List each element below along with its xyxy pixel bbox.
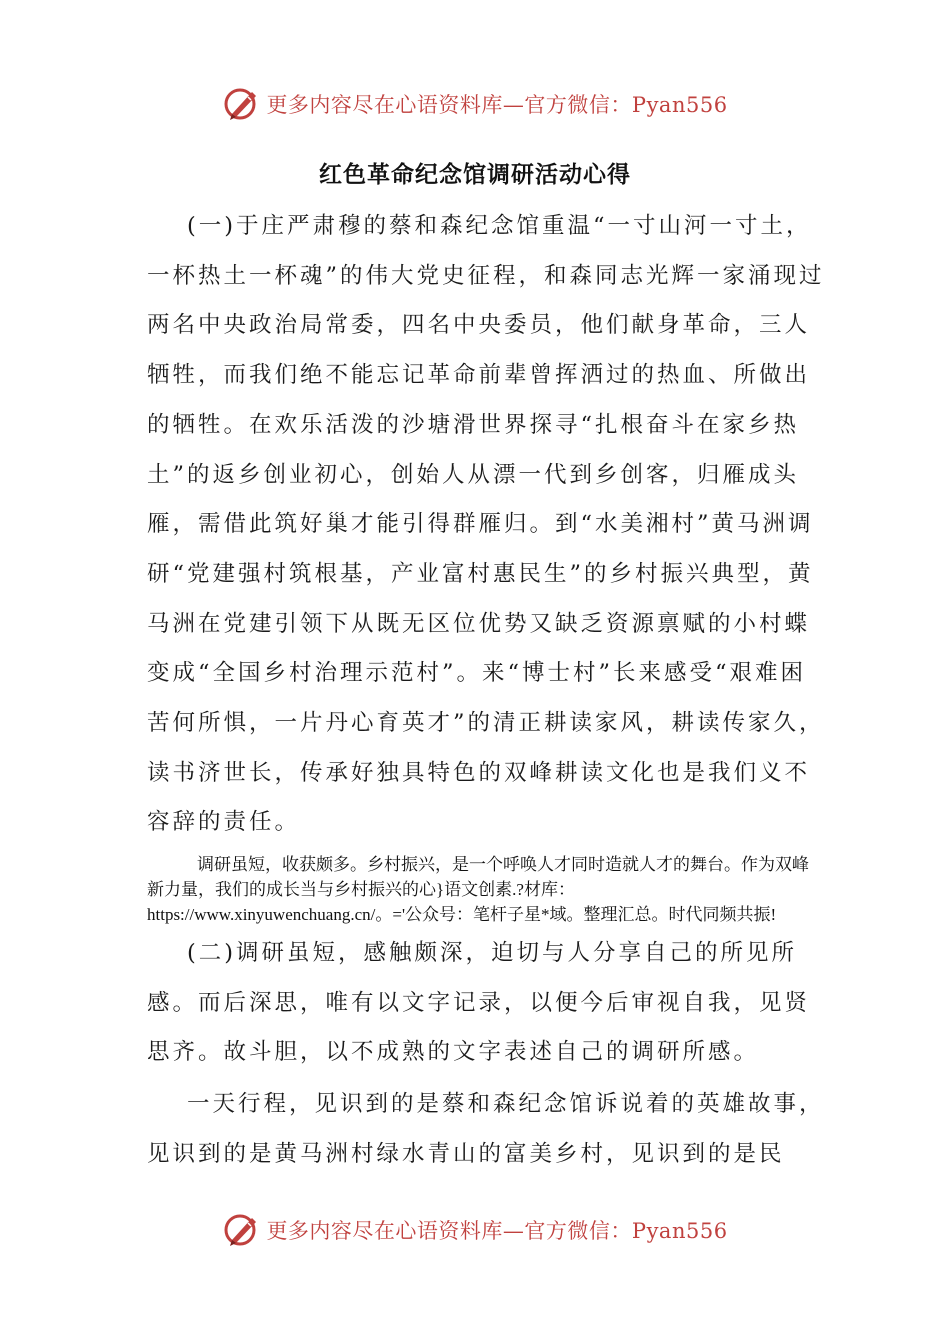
paragraph-block-3	[147, 1080, 827, 1179]
banner-text: 更多内容尽在心语资料库—官方微信：Pyan556	[266, 93, 728, 117]
paragraph-block-2	[147, 929, 827, 1078]
small-paragraph: 调研虽短，收获颇多。乡村振兴，是一个呼唤人才同时造就人才的舞台。作为双峰新力量，我们的成长当与乡村振兴的心}语文创素.?材库：https://www.xinyuwenchuang.cn/。='公众号：笔杆子星*域。整理汇总。时代同频共振!	[147, 855, 809, 924]
paragraph-2: (二)调研虽短，感触颇深，迫切与人分享自己的所见所感。而后深思，唯有以文字记录，以便今后审视自我，见贤思齐。故斗胆，以不成熟的文字表述自己的调研所感。	[147, 940, 811, 1066]
banner-text: 更多内容尽在心语资料库—官方微信：Pyan556	[266, 1219, 728, 1243]
header-banner	[0, 82, 950, 126]
paragraph-3: 一天行程，见识到的是蔡和森纪念馆诉说着的英雄故事，见识到的是黄马洲村绿水青山的富美乡村，见识到的是民	[147, 1091, 825, 1167]
pen-logo-icon	[222, 1210, 262, 1250]
document-title: 红色革命纪念馆调研活动心得	[319, 162, 631, 188]
pen-logo-icon	[222, 84, 262, 124]
paragraph-1: (一)于庄严肃穆的蔡和森纪念馆重温“一寸山河一寸土，一杯热土一杯魂”的伟大党史征程，和森同志光辉一家涌现过两名中央政治局常委，四名中央委员，他们献身革命，三人牺牲，而我们绝不能忘记革命前辈曾挥洒过的热血、所做出的牺牲。在欢乐活泼的沙塘滑世界探寻“扎根奋斗在家乡热土”的返乡创业初心，创始人从漂一代到乡创客，归雁成头雁，需借此筑好巢才能引得群雁归。到“水美湘村”黄马洲调研“党建强村筑根基，产业富村惠民生”的乡村振兴典型，黄马洲在党建引领下从既无区位优势又缺乏资源禀赋的小村蝶变成“全国乡村治理示范村”。来“博士村”长来感受“艰难困苦何所惧，一片丹心育英才”的清正耕读家风，耕读传家久，读书济世长，传承好独具特色的双峰耕读文化也是我们义不容辞的责任。	[147, 213, 825, 836]
paragraph-block-1	[147, 202, 827, 848]
footer-banner	[0, 1208, 950, 1252]
